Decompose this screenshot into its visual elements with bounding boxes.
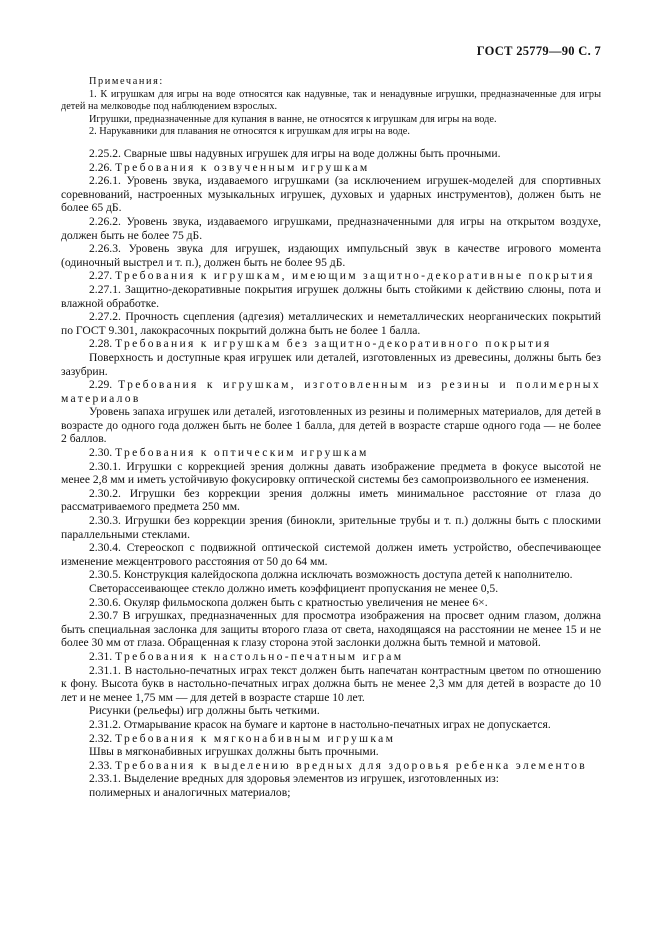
clause-number: 2.25.2. — [89, 147, 124, 160]
clause-text: Требования к игрушкам, изготовленным из резины и полимерных материалов — [61, 378, 601, 405]
paragraph — [61, 283, 601, 310]
page-header: ГОСТ 25779—90 С. 7 — [476, 44, 601, 58]
paragraph — [61, 568, 601, 582]
clause-text: В настольно-печатных играх текст должен быть напечатан контрастным цветом по отношению к фону. Высота букв в настольно-печатных играх должна быть не менее 2,3 мм для детей в возрасте до 10 лет и не менее 1,75 мм — для детей в возрасте старше 10 лет. — [61, 663, 601, 704]
clause-text: Игрушки без коррекции зрения должны иметь минимальное расстояние от глаза до рассматриваемого предмета 250 мм. — [61, 486, 602, 514]
section-heading — [61, 446, 601, 460]
section-heading — [61, 161, 601, 175]
clause-text: Швы в мягконабивных игрушках должны быть прочными. — [89, 745, 379, 759]
clause-number: 2.32. — [89, 731, 116, 745]
clause-number: 2.27. — [89, 269, 116, 283]
clause-number: 2.31.2. — [89, 717, 124, 731]
section-heading — [61, 650, 601, 664]
clause-number: 2.28. — [89, 337, 116, 351]
paragraph — [61, 487, 601, 514]
clause-text: Требования к игрушкам без защитно-декоративного покрытия — [115, 337, 552, 351]
clause-text: Рисунки (рельефы) игр должны быть четкими. — [89, 704, 320, 718]
clause-text: Стереоскоп с подвижной оптической системой должен иметь устройство, обеспечивающее изменение межцентрового расстояния от 50 до 64 мм. — [61, 541, 602, 568]
paragraph — [61, 609, 601, 650]
clause-number: 2.26. — [89, 160, 116, 174]
clause-text: Требования к игрушкам, имеющим защитно-декоративные покрытия — [115, 269, 595, 283]
clause-text: Отмарывание красок на бумаге и картоне в настольно-печатных играх не допускается. — [123, 717, 551, 731]
clause-number: 2.30.3. — [89, 514, 125, 528]
clause-text: Прочность сцепления (адгезия) металлических и неметаллических неорганических покрытий по ГОСТ 9.301, лакокрасочных покрытий должна быть не более 1 балла. — [61, 310, 602, 337]
paragraph — [61, 772, 601, 786]
paragraph — [61, 351, 601, 378]
section-heading — [61, 759, 601, 773]
paragraph — [61, 405, 601, 446]
clause-number: 2.26.1. — [89, 174, 127, 188]
section-heading — [61, 337, 601, 351]
paragraph — [61, 664, 601, 705]
paragraph — [61, 718, 601, 732]
clause-text: Уровень звука, издаваемого игрушками, предназначенными для игры на открытом воздухе, должен быть не более 75 дБ. — [61, 214, 602, 242]
clause-text: Светорассеивающее стекло должно иметь коэффициент пропускания не менее 0,5. — [89, 582, 499, 595]
clause-text: В игрушках, предназначенных для просмотра изображения на просвет одним глазом, должна быть специальная заслонка для защиты второго глаза от света, находящаяся на расстоянии не менее 15 и не более 30 мм от глаза. Обращенная к глазу сторона этой заслонки должна быть темной и матовой. — [61, 609, 601, 650]
clause-number: 2.33.1. — [89, 772, 124, 786]
clause-number: 2.30.4. — [89, 541, 127, 555]
clause-text: Уровень звука для игрушек, издающих импульсный звук в качестве игрового момента (одиночный выстрел и т. п.), должен быть не более 95 дБ. — [61, 242, 602, 269]
clause-text: Игрушки без коррекции зрения (бинокли, зрительные трубы и т. п.) должны быть с плоскими параллельными стеклами. — [61, 514, 601, 541]
clause-text: Уровень запаха игрушек или деталей, изготовленных из резины и полимерных материалов, для детей в возрасте до одного года должен быть не более 1 балла, для детей в возрасте старше одного года — не более 2 баллов. — [61, 405, 601, 446]
clause-text: Выделение вредных для здоровья элементов из игрушек, изготовленных из: — [123, 772, 499, 786]
clause-number: 2.26.3. — [89, 242, 129, 256]
clause-number: 2.30.1. — [89, 459, 127, 473]
section-heading — [61, 732, 601, 746]
clause-number: 2.30.2. — [89, 486, 130, 500]
document-body — [61, 147, 601, 800]
clause-text: Сварные швы надувных игрушек для игры на воде должны быть прочными. — [123, 147, 501, 160]
clause-number: 2.30.6. — [89, 595, 124, 609]
paragraph — [61, 786, 601, 800]
clause-number: 2.30. — [89, 446, 116, 460]
paragraph — [61, 704, 601, 718]
paragraph — [61, 242, 601, 269]
clause-text: Требования к озвученным игрушкам — [115, 160, 370, 174]
clause-text: Окуляр фильмоскопа должен быть с кратностью увеличения не менее 6×. — [123, 595, 488, 609]
paragraph — [61, 745, 601, 759]
clause-text: Игрушки с коррекцией зрения должны давать изображение предмета в фокусе высотой не менее 2,8 мм и иметь устойчивую фокусировку оптической системы без самопроизвольного ее изменения. — [61, 459, 601, 487]
section-heading — [61, 269, 601, 283]
note-item: 1. К игрушкам для игры на воде относятся как надувные, так и ненадувные игрушки, предназначенные для игры детей на мелководье под наблюдением взрослых. — [61, 88, 601, 113]
paragraph — [61, 582, 601, 596]
clause-text: Требования к мягконабивным игрушкам — [115, 731, 396, 745]
clause-text: Поверхность и доступные края игрушек или деталей, изготовленных из древесины, должны быть без зазубрин. — [61, 350, 601, 378]
clause-number: 2.27.1. — [89, 282, 126, 296]
paragraph — [61, 174, 601, 215]
note-item: Игрушки, предназначенные для купания в ванне, не относятся к игрушкам для игры на воде. — [89, 113, 497, 125]
clause-text: Требования к оптическим игрушкам — [115, 446, 369, 460]
clause-number: 2.29. — [89, 378, 119, 392]
clause-text: Защитно-декоративные покрытия игрушек должны быть стойкими к действию слюны, пота и влажной обработке. — [61, 282, 602, 310]
paragraph — [61, 460, 601, 487]
clause-number: 2.30.5. — [89, 568, 124, 582]
clause-number: 2.31.1. — [89, 663, 125, 677]
clause-number: 2.27.2. — [89, 310, 126, 324]
paragraph — [61, 596, 601, 610]
section-heading — [61, 378, 601, 405]
paragraph — [61, 310, 601, 337]
clause-text: Требования к выделению вредных для здоровья ребенка элементов — [115, 758, 588, 772]
paragraph — [61, 541, 601, 568]
clause-text: Требования к настольно-печатным играм — [115, 649, 404, 663]
clause-number: 2.33. — [89, 758, 116, 772]
clause-number: 2.30.7 — [89, 609, 123, 623]
clause-number: 2.31. — [89, 649, 116, 663]
clause-text: Уровень звука, издаваемого игрушками (за исключением игрушек-моделей для спортивных соревнований, настроенных музыкальных игрушек, духовых и ударных инструментов), должен быть не более 65 дБ. — [61, 174, 601, 215]
notes-block — [61, 76, 601, 139]
paragraph — [61, 514, 601, 541]
notes-title: Примечания: — [89, 76, 164, 87]
note-item: 2. Нарукавники для плавания не относятся к игрушкам для игры на воде. — [89, 126, 410, 138]
paragraph — [61, 147, 601, 161]
paragraph — [61, 215, 601, 242]
clause-text: полимерных и аналогичных материалов; — [89, 785, 291, 799]
clause-number: 2.26.2. — [89, 214, 127, 228]
clause-text: Конструкция калейдоскопа должна исключать возможность доступа детей к наполнителю. — [123, 568, 573, 582]
